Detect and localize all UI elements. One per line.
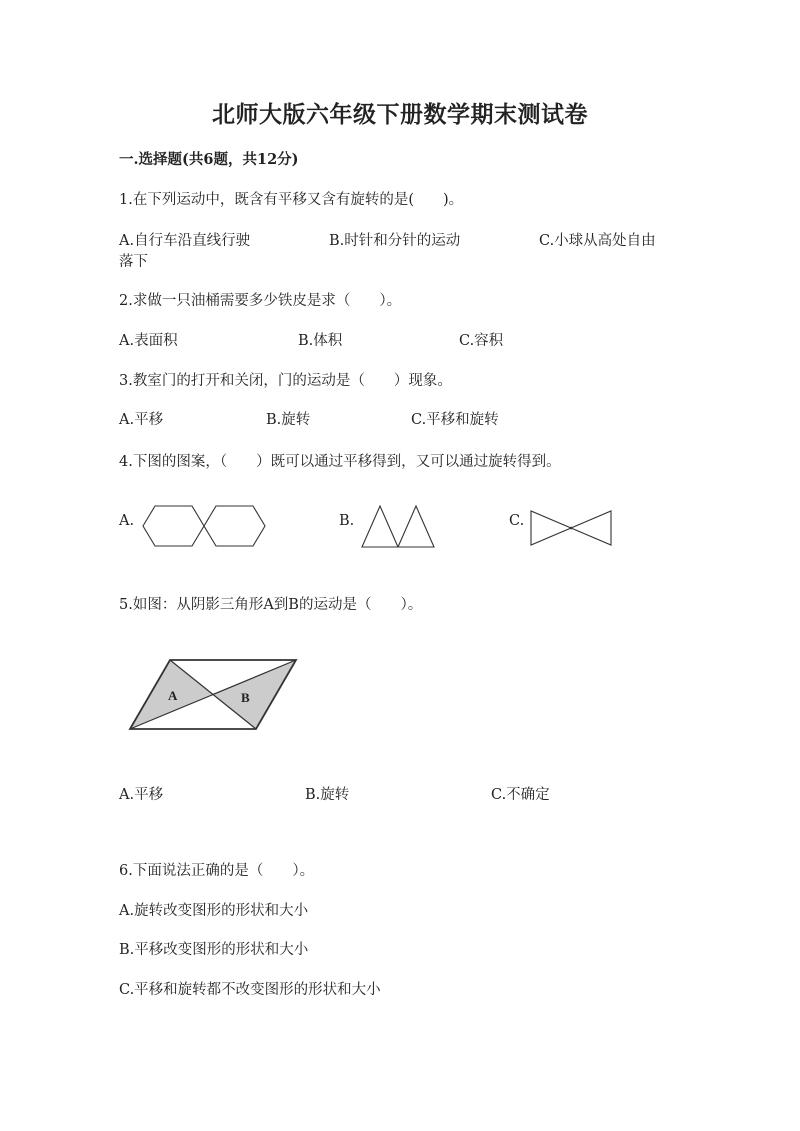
question-4-option-b: B. xyxy=(339,513,355,529)
question-2-text: 2.求做一只油桶需要多少铁皮是求（ ）。 xyxy=(119,293,402,309)
page-title: 北师大版六年级下册数学期末测试卷 xyxy=(212,101,588,128)
bowtie-right-triangle xyxy=(571,511,611,545)
triangle-a-label: A xyxy=(168,688,178,703)
question-6-option-b: B.平移改变图形的形状和大小 xyxy=(119,942,309,958)
question-3-text: 3.教室门的打开和关闭，门的运动是（ ）现象。 xyxy=(119,373,452,389)
question-6-text: 6.下面说法正确的是（ ）。 xyxy=(119,863,315,879)
question-1-option-a: A.自行车沿直线行驶 xyxy=(119,233,251,249)
hexagon-right xyxy=(204,506,265,546)
question-5-option-a: A.平移 xyxy=(119,787,164,803)
bowtie-figure xyxy=(528,508,614,548)
question-6-option-a: A.旋转改变图形的形状和大小 xyxy=(119,903,309,919)
question-2-option-a: A.表面积 xyxy=(119,333,178,349)
question-3-option-b: B.旋转 xyxy=(266,412,311,428)
question-3-option-a: A.平移 xyxy=(119,412,164,428)
question-4-option-a: A. xyxy=(119,513,135,529)
question-6-option-c: C.平移和旋转都不改变图形的形状和大小 xyxy=(119,982,381,998)
two-hexagons-figure xyxy=(140,503,268,549)
shaded-triangle-b xyxy=(212,660,296,729)
triangle-b-label: B xyxy=(241,690,250,705)
triangle-right xyxy=(398,506,434,547)
question-1-option-c-wrap: 落下 xyxy=(119,254,148,270)
question-5-text: 5.如图：从阴影三角形A到B的运动是（ ）。 xyxy=(119,597,423,613)
question-3-option-c: C.平移和旋转 xyxy=(411,412,499,428)
section-heading: 一.选择题(共6题，共12分) xyxy=(119,151,299,168)
question-1-option-c: C.小球从高处自由 xyxy=(539,233,656,249)
bowtie-center-point xyxy=(570,527,573,530)
bowtie-left-triangle xyxy=(531,511,571,545)
parallelogram-figure xyxy=(126,656,302,734)
question-1-option-b: B.时针和分针的运动 xyxy=(329,233,461,249)
question-1-text: 1.在下列运动中，既含有平移又含有旋转的是( )。 xyxy=(119,192,464,208)
hexagon-left xyxy=(143,506,204,546)
two-triangles-figure xyxy=(360,503,440,549)
question-2-option-c: C.容积 xyxy=(459,333,504,349)
triangle-left xyxy=(362,506,398,547)
question-2-option-b: B.体积 xyxy=(298,333,343,349)
question-4-text: 4.下图的图案，（ ）既可以通过平移得到，又可以通过旋转得到。 xyxy=(119,454,561,470)
question-5-option-c: C.不确定 xyxy=(491,787,550,803)
question-5-option-b: B.旋转 xyxy=(305,787,350,803)
question-4-option-c: C. xyxy=(509,513,525,529)
